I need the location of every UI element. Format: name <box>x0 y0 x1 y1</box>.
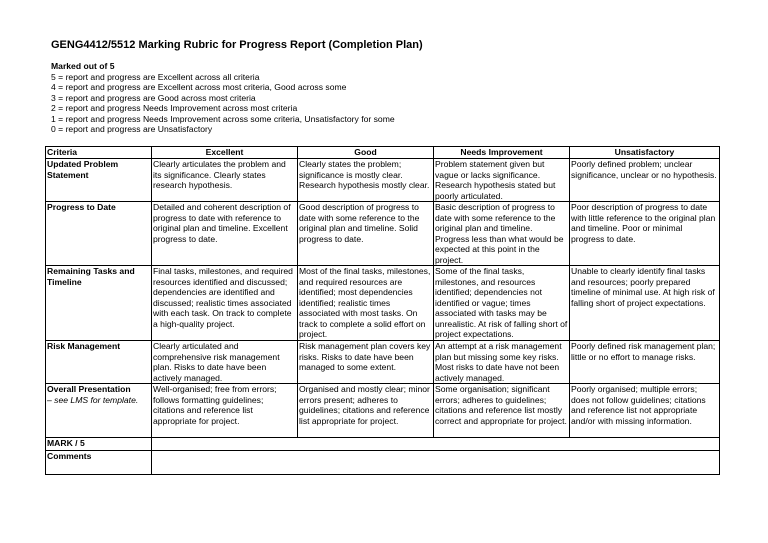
criteria-cell <box>46 266 152 341</box>
scale-line-4: 4 = report and progress are Excellent across most criteria, Good across some <box>51 82 347 92</box>
excellent-cell: Clearly articulated and comprehensive risk management plan. Risks to date have been actively managed. <box>152 341 298 384</box>
needs-improvement-cell: Problem statement given but vague or lacks significance. Research hypothesis stated but poorly articulated. <box>434 159 570 202</box>
table-row <box>46 266 720 341</box>
comments-label: Comments <box>46 451 152 475</box>
header-unsatisfactory: Unsatisfactory <box>570 147 720 159</box>
needs-improvement-cell: Basic description of progress to date with some reference to the original plan and timeline. Progress less than what would be expected at this point in the project. <box>434 202 570 266</box>
excellent-cell: Well-organised; free from errors; follows formatting guidelines; citations and reference list appropriate for project. <box>152 384 298 438</box>
mark-input-cell[interactable] <box>152 438 720 451</box>
criteria-label: Updated Problem Statement <box>47 159 119 180</box>
needs-improvement-cell: Some of the final tasks, milestones, and resources identified; dependencies not identified or vague; times associated with tasks may be unrealistic. At risk of falling short of project expectations. <box>434 266 570 341</box>
criteria-label: Remaining Tasks and Timeline <box>47 266 135 287</box>
criteria-label: Risk Management <box>47 341 121 351</box>
scale-line-1: 1 = report and progress Needs Improvement across some criteria, Unsatisfactory for some <box>51 113 395 124</box>
table-row <box>46 202 720 266</box>
mark-row <box>46 438 720 451</box>
good-cell: Clearly states the problem; significance is mostly clear. Research hypothesis mostly clear. <box>298 159 434 202</box>
header-row <box>46 147 720 159</box>
scale-line-5: 5 = report and progress are Excellent across all criteria <box>51 71 260 82</box>
header-criteria: Criteria <box>46 147 152 159</box>
header-excellent: Excellent <box>152 147 298 159</box>
excellent-cell: Final tasks, milestones, and required resources identified and discussed; dependencies are identified and discussed; realistic times associated with each task. On track to complete a high-quality project. <box>152 266 298 341</box>
scale-line-0: 0 = report and progress are Unsatisfactory <box>51 124 213 134</box>
document-title: GENG4412/5512 Marking Rubric for Progress Report (Completion Plan) <box>51 39 423 51</box>
criteria-cell <box>46 202 152 266</box>
header-good: Good <box>298 147 434 159</box>
excellent-cell: Detailed and coherent description of progress to date with reference to original plan and timeline. Excellent progress to date. <box>152 202 298 266</box>
good-cell: Good description of progress to date with some reference to the original plan and timeline. Solid progress to date. <box>298 202 434 266</box>
unsatisfactory-cell: Poor description of progress to date with little reference to the original plan and timeline. Poor or minimal progress to date. <box>570 202 720 266</box>
unsatisfactory-cell: Poorly defined risk management plan; little or no effort to manage risks. <box>570 341 720 384</box>
table-row <box>46 159 720 202</box>
comments-row <box>46 451 720 475</box>
good-cell: Organised and mostly clear; minor errors present; adheres to guidelines; citations and reference list appropriate for project. <box>298 384 434 438</box>
unsatisfactory-cell: Unable to clearly identify final tasks and resources; poorly prepared timeline of minimal use. At high risk of falling short of project expectations. <box>570 266 720 341</box>
needs-improvement-cell: An attempt at a risk management plan but missing some key risks. Most risks to date have not been actively managed. <box>434 341 570 384</box>
scale-line-2: 2 = report and progress Needs Improvement across most criteria <box>51 103 298 113</box>
mark-label: MARK / 5 <box>46 438 152 451</box>
criteria-cell <box>46 159 152 202</box>
rubric-table <box>45 146 720 475</box>
table-row <box>46 384 720 438</box>
criteria-label: Overall Presentation <box>47 384 131 394</box>
criteria-cell <box>46 341 152 384</box>
table-row <box>46 341 720 384</box>
excellent-cell: Clearly articulates the problem and its significance. Clearly states research hypothesis. <box>152 159 298 202</box>
good-cell: Most of the final tasks, milestones, and required resources are identified; most dependencies identified; realistic times associated with most tasks. On track to complete a solid effort on project. <box>298 266 434 341</box>
unsatisfactory-cell: Poorly defined problem; unclear significance, unclear or no hypothesis. <box>570 159 720 202</box>
good-cell: Risk management plan covers key risks. Risks to date have been managed to some extent. <box>298 341 434 384</box>
needs-improvement-cell: Some organisation; significant errors; adheres to guidelines; citations and reference list mostly correct and appropriate for project. <box>434 384 570 438</box>
comments-input-cell[interactable] <box>152 451 720 475</box>
criteria-note: – see LMS for template. <box>47 394 139 405</box>
criteria-label: Progress to Date <box>47 202 116 212</box>
criteria-cell <box>46 384 152 438</box>
marking-scale <box>51 61 395 135</box>
scale-line-3: 3 = report and progress are Good across most criteria <box>51 92 256 103</box>
header-needs-improvement: Needs Improvement <box>434 147 570 159</box>
unsatisfactory-cell: Poorly organised; multiple errors; does not follow guidelines; citations and reference list not appropriate and/or with missing information. <box>570 384 720 438</box>
marking-scale-heading: Marked out of 5 <box>51 61 115 71</box>
